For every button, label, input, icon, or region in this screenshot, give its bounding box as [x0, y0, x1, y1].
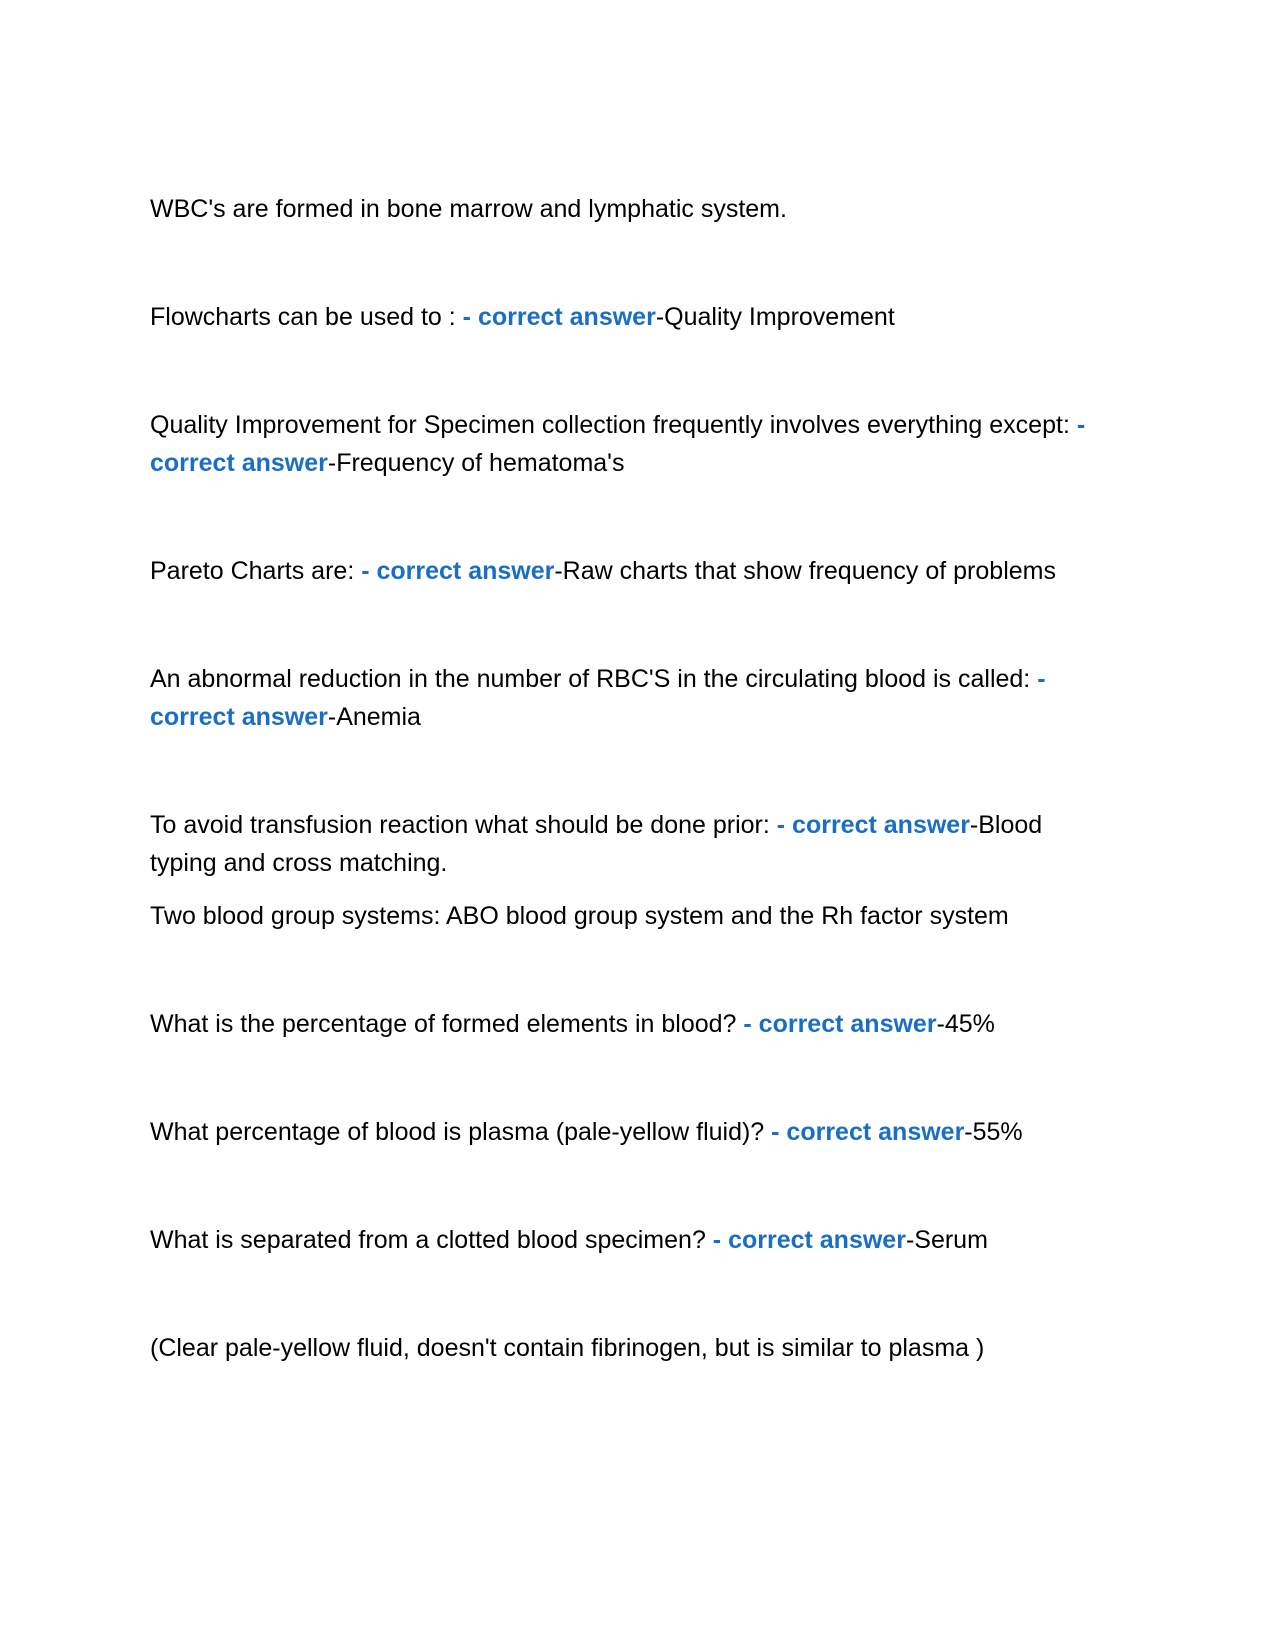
statement-text: (Clear pale-yellow fluid, doesn't contain fibrinogen, but is similar to plasma )	[150, 1334, 985, 1362]
question-text: Quality Improvement for Specimen collection frequently involves everything except:	[150, 411, 1077, 439]
answer-text: -Blood typing and cross matching.	[150, 811, 1043, 877]
qa-quality-improvement	[150, 406, 1110, 482]
correct-answer-tag: - correct answer	[150, 411, 1086, 477]
correct-answer-tag: - correct answer	[743, 1010, 937, 1038]
qa-formed-elements	[150, 1005, 1110, 1043]
statement-text: WBC's are formed in bone marrow and lymphatic system.	[150, 195, 787, 223]
qa-flowcharts	[150, 298, 1110, 336]
qa-plasma	[150, 1113, 1110, 1151]
question-text: Flowcharts can be used to :	[150, 303, 463, 331]
question-text: What percentage of blood is plasma (pale-yellow fluid)?	[150, 1118, 772, 1146]
paragraph-blood-groups	[150, 897, 1110, 935]
paragraph-wbc	[150, 190, 1110, 228]
correct-answer-tag: - correct answer	[462, 303, 656, 331]
answer-text: -Quality Improvement	[655, 303, 895, 331]
answer-text: -Raw charts that show frequency of problems	[554, 557, 1056, 585]
correct-answer-tag: - correct answer	[712, 1226, 906, 1254]
question-text: Pareto Charts are:	[150, 557, 362, 585]
answer-text: -45%	[936, 1010, 995, 1038]
answer-text: -Anemia	[327, 703, 421, 731]
question-text: An abnormal reduction in the number of RBC'S in the circulating blood is called:	[150, 665, 1038, 693]
correct-answer-tag: - correct answer	[361, 557, 555, 585]
qa-anemia	[150, 660, 1110, 736]
answer-text: -Serum	[905, 1226, 988, 1254]
answer-text: -Frequency of hematoma's	[327, 449, 625, 477]
qa-pareto-charts	[150, 552, 1110, 590]
question-text: What is separated from a clotted blood specimen?	[150, 1226, 713, 1254]
answer-text: -55%	[964, 1118, 1023, 1146]
correct-answer-tag: - correct answer	[771, 1118, 965, 1146]
question-text: What is the percentage of formed elements in blood?	[150, 1010, 744, 1038]
paragraph-serum-note	[150, 1329, 1110, 1367]
qa-serum	[150, 1221, 1110, 1259]
correct-answer-tag: - correct answer	[150, 665, 1046, 731]
question-text: To avoid transfusion reaction what should be done prior:	[150, 811, 777, 839]
correct-answer-tag: - correct answer	[776, 811, 970, 839]
qa-transfusion	[150, 806, 1110, 882]
statement-text: Two blood group systems: ABO blood group system and the Rh factor system	[150, 902, 1009, 930]
